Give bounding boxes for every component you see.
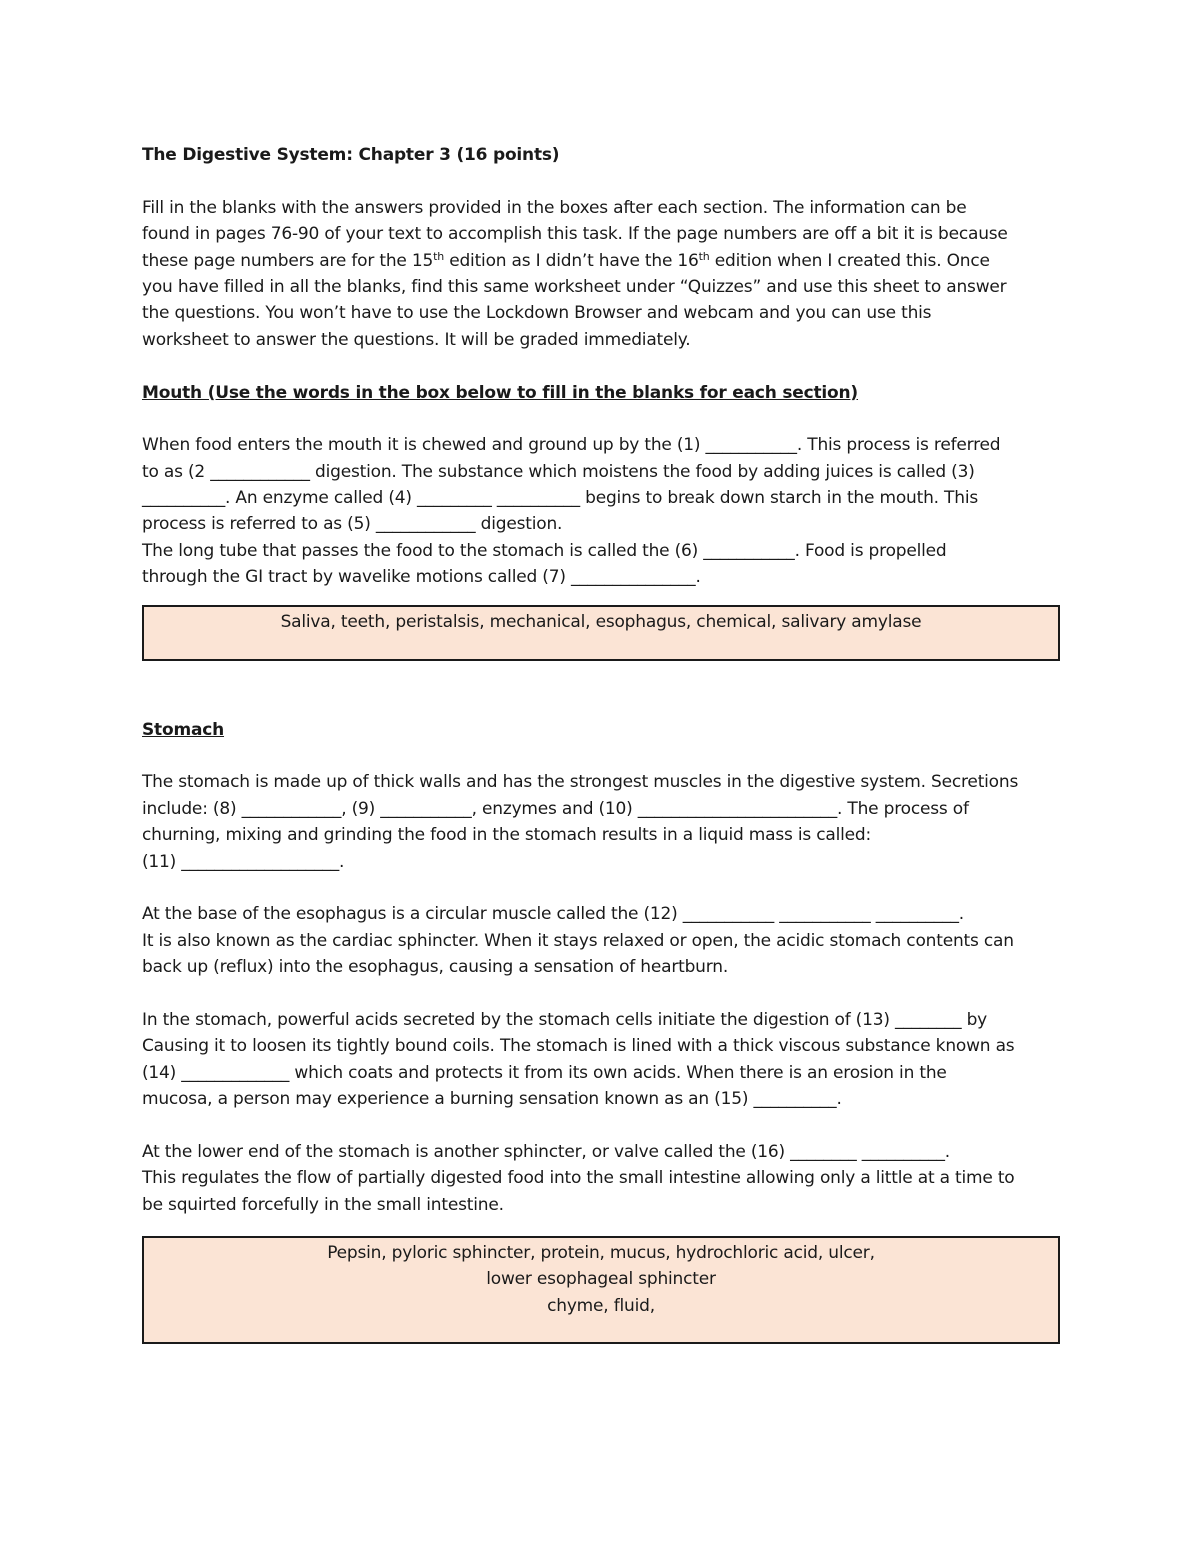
instructions-line: you have filled in all the blanks, find this same worksheet under “Quizzes” and use this sheet to answer: [142, 276, 1007, 297]
mouth-line: The long tube that passes the food to the stomach is called the (6) ___________. Food is propelled: [142, 540, 947, 561]
worksheet-page: [142, 142, 1060, 1344]
mouth-line: to as (2 ____________ digestion. The substance which moistens the food by adding juices is called (3): [142, 461, 975, 482]
stomach-paragraph-4: [142, 1139, 1060, 1218]
stomach-line: At the lower end of the stomach is another sphincter, or valve called the (16) ________ __________.: [142, 1141, 950, 1162]
stomach-line: The stomach is made up of thick walls and has the strongest muscles in the digestive system. Secretions: [142, 772, 1019, 793]
stomach-line: (11) ___________________.: [142, 851, 345, 872]
stomach-line: include: (8) ____________, (9) ___________, enzymes and (10) ________________________. The process of: [142, 798, 969, 819]
word-box-text: Saliva, teeth, peristalsis, mechanical, esophagus, chemical, salivary amylase: [280, 611, 922, 632]
word-box-text: chyme, fluid,: [547, 1295, 655, 1316]
mouth-line: process is referred to as (5) ____________ digestion.: [142, 514, 563, 535]
mouth-section: [142, 432, 1060, 590]
stomach-line: Causing it to loosen its tightly bound coils. The stomach is lined with a thick viscous substance known as: [142, 1036, 1015, 1057]
instructions-line: worksheet to answer the questions. It will be graded immediately.: [142, 329, 691, 350]
stomach-line: This regulates the flow of partially digested food into the small intestine allowing only a little at a time to: [142, 1168, 1015, 1189]
mouth-line: through the GI tract by wavelike motions called (7) _______________.: [142, 567, 701, 588]
instructions-line: Fill in the blanks with the answers provided in the boxes after each section. The information can be: [142, 197, 967, 218]
stomach-line: At the base of the esophagus is a circular muscle called the (12) ___________ ___________ __________.: [142, 904, 964, 925]
stomach-paragraph-1: [142, 769, 1060, 875]
mouth-heading: Mouth (Use the words in the box below to fill in the blanks for each section): [142, 382, 858, 403]
stomach-line: be squirted forcefully in the small intestine.: [142, 1194, 504, 1215]
mouth-line: When food enters the mouth it is chewed and ground up by the (1) ___________. This process is referred: [142, 435, 1001, 456]
stomach-line: mucosa, a person may experience a burning sensation known as an (15) __________.: [142, 1089, 842, 1110]
mouth-word-box: [142, 605, 1060, 661]
stomach-heading: Stomach: [142, 719, 225, 740]
stomach-line: It is also known as the cardiac sphincter. When it stays relaxed or open, the acidic stomach contents can: [142, 930, 1014, 951]
worksheet-title: The Digestive System: Chapter 3 (16 points): [142, 145, 560, 165]
mouth-line: __________. An enzyme called (4) _________ __________ begins to break down starch in the mouth. This: [142, 488, 978, 509]
stomach-line: In the stomach, powerful acids secreted by the stomach cells initiate the digestion of (13) ________ by: [142, 1009, 988, 1030]
word-box-text: Pepsin, pyloric sphincter, protein, mucus, hydrochloric acid, ulcer,: [327, 1243, 875, 1264]
stomach-line: back up (reflux) into the esophagus, causing a sensation of heartburn.: [142, 957, 729, 978]
stomach-word-box: [142, 1236, 1060, 1344]
stomach-paragraph-3: [142, 1007, 1060, 1113]
stomach-paragraph-2: [142, 901, 1060, 980]
stomach-line: churning, mixing and grinding the food in the stomach results in a liquid mass is called:: [142, 825, 872, 846]
word-box-text: lower esophageal sphincter: [486, 1269, 716, 1290]
instructions-line: found in pages 76-90 of your text to accomplish this task. If the page numbers are off a bit it is because: [142, 224, 1008, 245]
instructions-line: the questions. You won’t have to use the Lockdown Browser and webcam and you can use this: [142, 303, 932, 324]
instructions: [142, 195, 1060, 353]
instructions-line: these page numbers are for the 15th edition as I didn’t have the 16th edition when I created this. Once: [142, 249, 990, 271]
stomach-line: (14) _____________ which coats and protects it from its own acids. When there is an erosion in the: [142, 1062, 947, 1083]
